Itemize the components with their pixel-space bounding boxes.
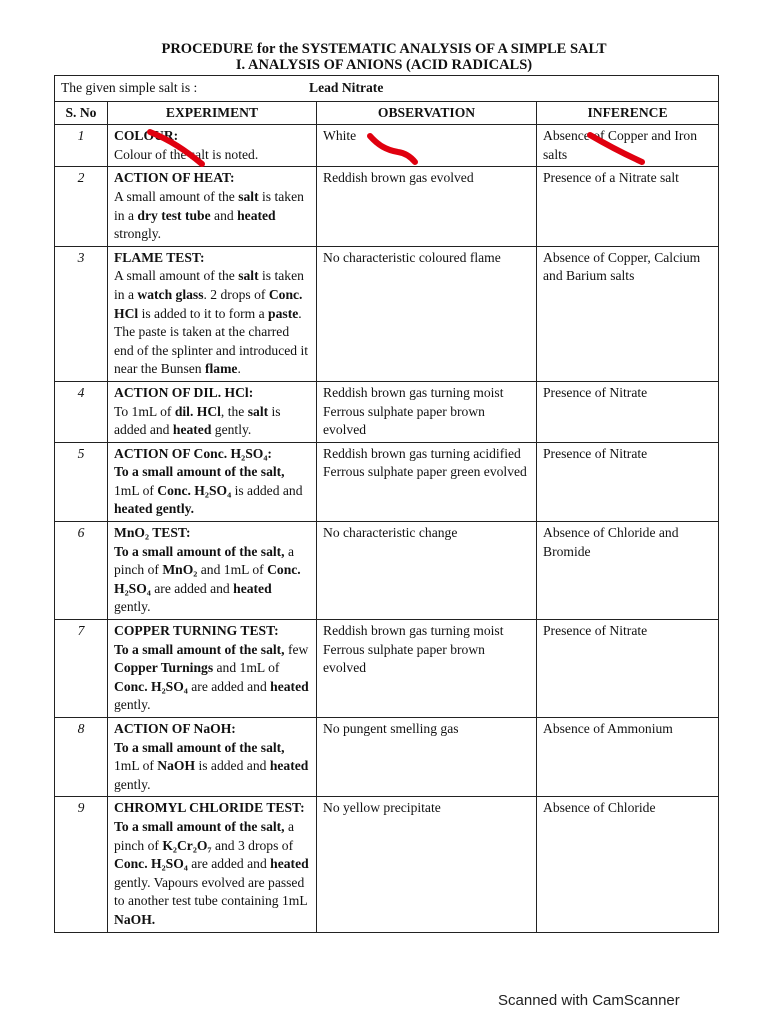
experiment-procedure: Colour of the salt is noted.	[114, 146, 259, 162]
row-inference: Absence of Chloride and Bromide	[537, 522, 719, 620]
row-sno: 8	[55, 718, 108, 797]
header-experiment: EXPERIMENT	[108, 101, 317, 125]
table-row	[55, 620, 719, 718]
given-salt-label: The given simple salt is :	[61, 80, 198, 95]
row-inference: Presence of a Nitrate salt	[537, 167, 719, 246]
row-observation: No yellow precipitate	[317, 797, 537, 932]
row-sno: 3	[55, 246, 108, 381]
experiment-title: COPPER TURNING TEST:	[114, 623, 279, 639]
document-title: PROCEDURE for the SYSTEMATIC ANALYSIS OF A SIMPLE SALT	[161, 41, 607, 57]
header-inference: INFERENCE	[537, 101, 719, 125]
given-salt-value: Lead Nitrate	[309, 80, 384, 95]
document-subtitle: I. ANALYSIS OF ANIONS (ACID RADICALS)	[235, 57, 533, 73]
row-sno: 7	[55, 620, 108, 718]
experiment-procedure: A small amount of the salt is taken in a watch glass. 2 drops of Conc. HCl is added to it to form a paste. The paste is taken at the charred end of the splinter and introduced it near the Bunsen flame.	[114, 268, 309, 377]
experiment-title: ACTION OF Conc. H₂SO₄:	[114, 445, 272, 461]
table-header-row	[55, 101, 719, 125]
row-observation: Reddish brown gas turning moist Ferrous sulphate paper brown evolved	[317, 620, 537, 718]
experiment-procedure: A small amount of the salt is taken in a dry test tube and heated strongly.	[114, 188, 304, 242]
experiment-title: CHROMYL CHLORIDE TEST:	[114, 800, 305, 816]
row-observation: Reddish brown gas evolved	[317, 167, 537, 246]
row-inference: Absence of Ammonium	[537, 718, 719, 797]
table-row	[55, 167, 719, 246]
header-observation: OBSERVATION	[317, 101, 537, 125]
row-experiment	[108, 797, 317, 932]
row-sno: 2	[55, 167, 108, 246]
row-sno: 9	[55, 797, 108, 932]
table-row	[55, 246, 719, 381]
row-inference: Presence of Nitrate	[537, 620, 719, 718]
experiment-procedure: To a small amount of the salt, 1mL of Conc. H₂SO₄ is added and heated gently.	[114, 464, 303, 517]
table-row	[55, 125, 719, 167]
scanner-watermark: Scanned with CamScanner	[498, 992, 680, 1009]
row-experiment	[108, 167, 317, 246]
row-experiment	[108, 125, 317, 167]
experiment-procedure: To a small amount of the salt, a pinch of K₂Cr₂O₇ and 3 drops of Conc. H₂SO₄ are added and heated gently. Vapours evolved are passed to another test tube containing 1mL NaOH.	[114, 818, 309, 927]
row-observation: Reddish brown gas turning moist Ferrous sulphate paper brown evolved	[317, 381, 537, 442]
row-inference: Absence of Copper and Iron salts	[537, 125, 719, 167]
row-sno: 1	[55, 125, 108, 167]
row-observation: White	[317, 125, 537, 167]
row-experiment	[108, 246, 317, 381]
row-experiment	[108, 620, 317, 718]
experiment-title: ACTION OF DIL. HCl:	[114, 384, 254, 400]
row-sno: 5	[55, 442, 108, 521]
row-inference: Presence of Nitrate	[537, 442, 719, 521]
table-row	[55, 522, 719, 620]
row-observation: Reddish brown gas turning acidified Ferrous sulphate paper green evolved	[317, 442, 537, 521]
document-header	[0, 41, 768, 73]
row-observation: No characteristic change	[317, 522, 537, 620]
experiment-title: FLAME TEST:	[114, 249, 205, 265]
experiment-title: MnO₂ TEST:	[114, 525, 191, 541]
experiment-title: ACTION OF HEAT:	[114, 170, 235, 186]
experiment-title: COLOUR:	[114, 128, 179, 144]
row-observation: No characteristic coloured flame	[317, 246, 537, 381]
row-sno: 6	[55, 522, 108, 620]
experiment-title: ACTION OF NaOH:	[114, 721, 236, 736]
table-row	[55, 718, 719, 797]
row-experiment	[108, 442, 317, 521]
experiment-procedure: To 1mL of dil. HCl, the salt is added and heated gently.	[114, 403, 281, 438]
analysis-table	[54, 75, 719, 933]
row-sno: 4	[55, 381, 108, 442]
row-experiment	[108, 381, 317, 442]
header-sno: S. No	[55, 101, 108, 125]
row-inference: Absence of Copper, Calcium and Barium salts	[537, 246, 719, 381]
given-salt-row	[55, 76, 719, 102]
row-experiment	[108, 522, 317, 620]
experiment-procedure: To a small amount of the salt, few Copper Turnings and 1mL of Conc. H₂SO₄ are added and heated gently.	[114, 641, 309, 713]
experiment-procedure: To a small amount of the salt, a pinch of MnO₂ and 1mL of Conc. H₂SO₄ are added and heated gently.	[114, 543, 301, 615]
row-inference: Presence of Nitrate	[537, 381, 719, 442]
experiment-procedure: To a small amount of the salt, 1mL of NaOH is added and heated gently.	[114, 739, 309, 792]
table-row	[55, 797, 719, 932]
table-row	[55, 381, 719, 442]
row-observation: No pungent smelling gas	[317, 718, 537, 797]
table-row	[55, 442, 719, 521]
row-experiment	[108, 718, 317, 797]
row-inference: Absence of Chloride	[537, 797, 719, 932]
